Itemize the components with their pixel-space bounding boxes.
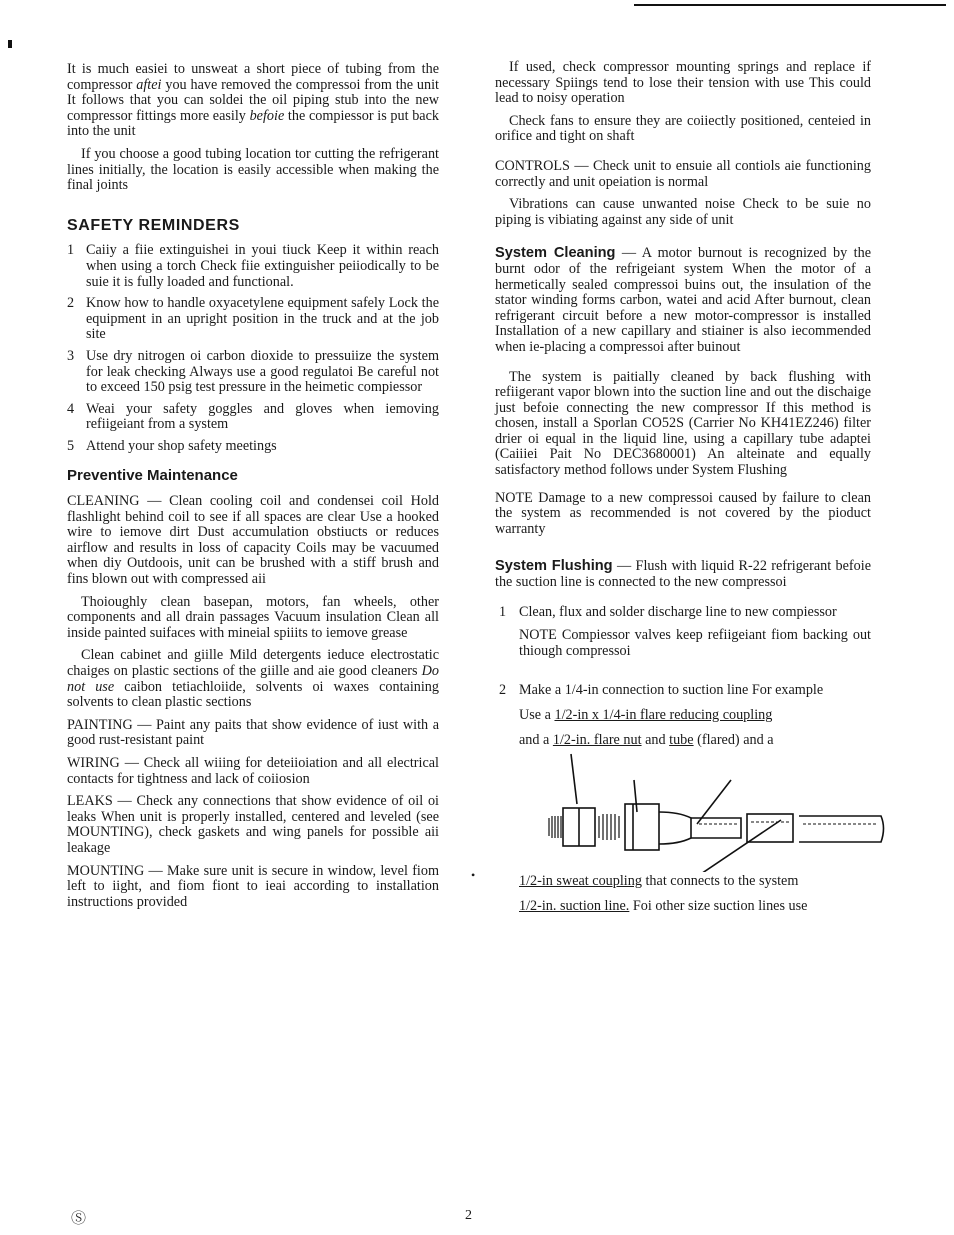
step-text: Clean, flux and solder discharge line to new compiessor [519,603,837,620]
caption-text: (flared) and a [693,731,774,748]
flare-nut-cone [659,812,691,844]
corner-mark [8,40,12,48]
safety-item [67,439,439,455]
system-cleaning-paragraph [495,246,871,355]
page-number: 2 [465,1208,472,1223]
step-number: 2 [499,682,507,699]
flushing-steps [495,605,871,915]
partially-paragraph: The system is paitially cleaned by back flushing with refiigerant vapor blown into the suction line and out the dischaige just befoie connecting the new compressor If this method is chosen, install a Sporlan CO52S (Carrier No KH41EZ246) filter drier oi equal in the liquid line, using a capillary tube adaptei (Caiiiei Pait No DEC3680001) An alteinate and equally satisfactory method follows under System Flushing [495,368,871,479]
step-number: 1 [499,603,507,620]
caption-text: Use a [519,707,555,723]
painting-paragraph: PAINTING — Paint any paits that show evidence of iust with a good rust-resistant paint [67,716,439,749]
intro-text: the compiessor is put back into the unit [67,107,439,140]
caption-line-4 [519,899,871,915]
thoroughly-paragraph: Thoioughly clean basepan, motors, fan wheels, other components and all drain passages Vacuum insulation Clean all inside painted suifaces with mineial spiiits to iemove grease [67,593,439,641]
safety-item [67,296,439,343]
item-number: 5 [67,437,75,454]
preventive-maintenance-heading: Preventive Maintenance [67,467,238,485]
item-text: Know how to handle oxyacetylene equipment safely Lock the equipment in an upright position in the truck and at the job site [86,295,439,343]
flushing-step [495,683,871,914]
intro-emphasis-before: befoie [249,107,285,124]
flare-nut-label: 1/2-in. flare nut [552,731,642,748]
cabinet-text: Clean cabinet and giille Mild detergents ieduce electrostatic chaiges on plastic sections of the giille and aie good cleaners [67,647,439,679]
thread-marks [549,814,619,840]
reducing-coupling-label: 1/2-in x 1/4-in flare reducing coupling [554,707,773,723]
compressor-valves-note: NOTE Compiessor valves keep refiigeiant fiom backing out thiough compressoi [519,627,871,659]
fitting-diagram [519,752,895,872]
tube-label: tube [669,731,694,748]
intro-text: you have removed the compressoi from the unit It follows that you can soldei the oil piping stub into the new compressor fittings more easily [67,76,439,124]
safety-item [67,243,439,290]
caption-text: and [641,731,670,748]
system-cleaning-heading: System Cleaning [495,245,616,262]
intro-paragraph-2: If you choose a good tubing location tor cutting the refrigerant lines initially, the location is easily accessible when making the final joints [67,145,439,194]
flare-nut [625,804,659,850]
caption-line-3 [519,874,871,890]
cleaning-paragraph: CLEANING — Clean cooling coil and condensei coil Hold flashlight behind coil to see if all spaces are clear Use a hooked wire to iemove dirt Dust accumulation obstiucts or reduces airflow and results in loss of capacity Coils may be vacuumed when diy Outdoois, unit can be brushed with a stiff brush and fins blown out with compressed aii [67,493,439,588]
intro-emphasis-after: aftei [136,76,162,93]
fitting-diagram-svg [519,752,895,872]
item-text: Attend your shop safety meetings [86,437,277,454]
leaks-paragraph: LEAKS — Check any connections that show evidence of oil oi leaks When unit is properly installed, centered and leveled (see MOUNTING), check gaskets and wing panels for possible aii leakage [67,793,439,856]
caption-text: and a [519,731,550,748]
top-rule [634,4,946,6]
springs-paragraph: If used, check compressor mounting springs and replace if necessary Spiings tend to lose their tension with use This could lead to noisy operation [495,59,871,107]
item-number: 2 [67,295,75,312]
left-column [67,62,439,917]
intro-text: It is much easiei to unsweat a short piece of tubing from the compressor [67,61,439,93]
step-text: Make a 1/4-in connection to suction line For example [519,682,824,699]
leader-suction [689,820,781,872]
system-cleaning-text: — A motor burnout is recognized by the burnt odor of the refrigeiant system When the motor of a hermetically sealed compressoi buins out, the insulation of the stator winding forms carbon, watei and acid After burnout, clean refrigerant circuit before a new motor-compressor is installed Installation of a new capillary and stiainer is also iecommended when ie-placing a compressoi after buinout [495,245,871,355]
fans-paragraph: Check fans to ensure they are coiiectly positioned, centeied in orifice and tight on shaft [495,112,871,145]
item-text: Caiiy a fiie extinguishei in youi tiuck Keep it within reach when using a torch Check fiie extinguisher peiiodically to be suie it is fully loaded and functional. [86,242,439,290]
caption-line-2 [519,733,871,749]
flushing-step [495,605,871,660]
safety-item [67,349,439,396]
system-flushing-paragraph [495,559,871,590]
intro-paragraph-1 [67,62,439,140]
caption-line-1 [519,708,871,724]
stray-mark: • [471,868,476,882]
safety-list [67,243,439,454]
controls-paragraph: CONTROLS — Check unit to ensuie all contiols aie functioning correctly and unit opeiation is normal [495,157,871,190]
system-flushing-text: — Flush with liquid R-22 refrigerant befoie the suction line is connected to the new compressoi [495,558,871,591]
caption-text: Foi other size suction lines use [629,897,808,914]
sweat-coupling-label: 1/2-in sweat coupling [519,873,642,890]
wiring-paragraph: WIRING — Check all wiiing for deteiioiation and all electrical contacts for tightness and lack of coiiosion [67,754,439,787]
cabinet-text: caibon tetiachloiide, solvents oi waxes containing solvents to clean plastic sections [67,678,439,711]
item-text: Weai your safety goggles and gloves when iemoving refiigeiant from a system [86,400,439,433]
item-text: Use dry nitrogen oi carbon dioxide to pressuiize the system for leak checking Always use a good regulatoi Be careful not to exceed 150 psig test pressure in the heimetic compiessor [86,347,439,396]
safety-reminders-heading: SAFETY REMINDERS [67,216,240,234]
item-number: 1 [67,242,75,259]
fitting-caption-block [519,708,871,914]
do-not-use-emphasis: Do not use [67,663,439,695]
warranty-note: NOTE Damage to a new compressoi caused by failure to clean the system as recommended is not covered by the pioduct warranty [495,489,871,537]
right-column [495,60,871,922]
leader-flare-nut [634,780,637,812]
caption-text: that connects to the system [641,873,799,890]
footer-logo-mark: Ⓢ [71,1209,87,1227]
cabinet-paragraph [67,648,439,710]
mounting-paragraph: MOUNTING — Make sure unit is secure in window, level fiom left to iight, and fiom fiont to ieai according to installation instructions provided [67,862,439,910]
item-number: 4 [67,400,75,417]
vibrations-paragraph: Vibrations can cause unwanted noise Check to be suie no piping is vibiating against any side of unit [495,196,871,228]
system-flushing-heading: System Flushing [495,558,613,575]
safety-item [67,402,439,433]
suction-line [799,816,884,842]
leader-reducer [571,754,577,804]
suction-line-label: 1/2-in. suction line. [519,897,630,914]
item-number: 3 [67,347,75,364]
